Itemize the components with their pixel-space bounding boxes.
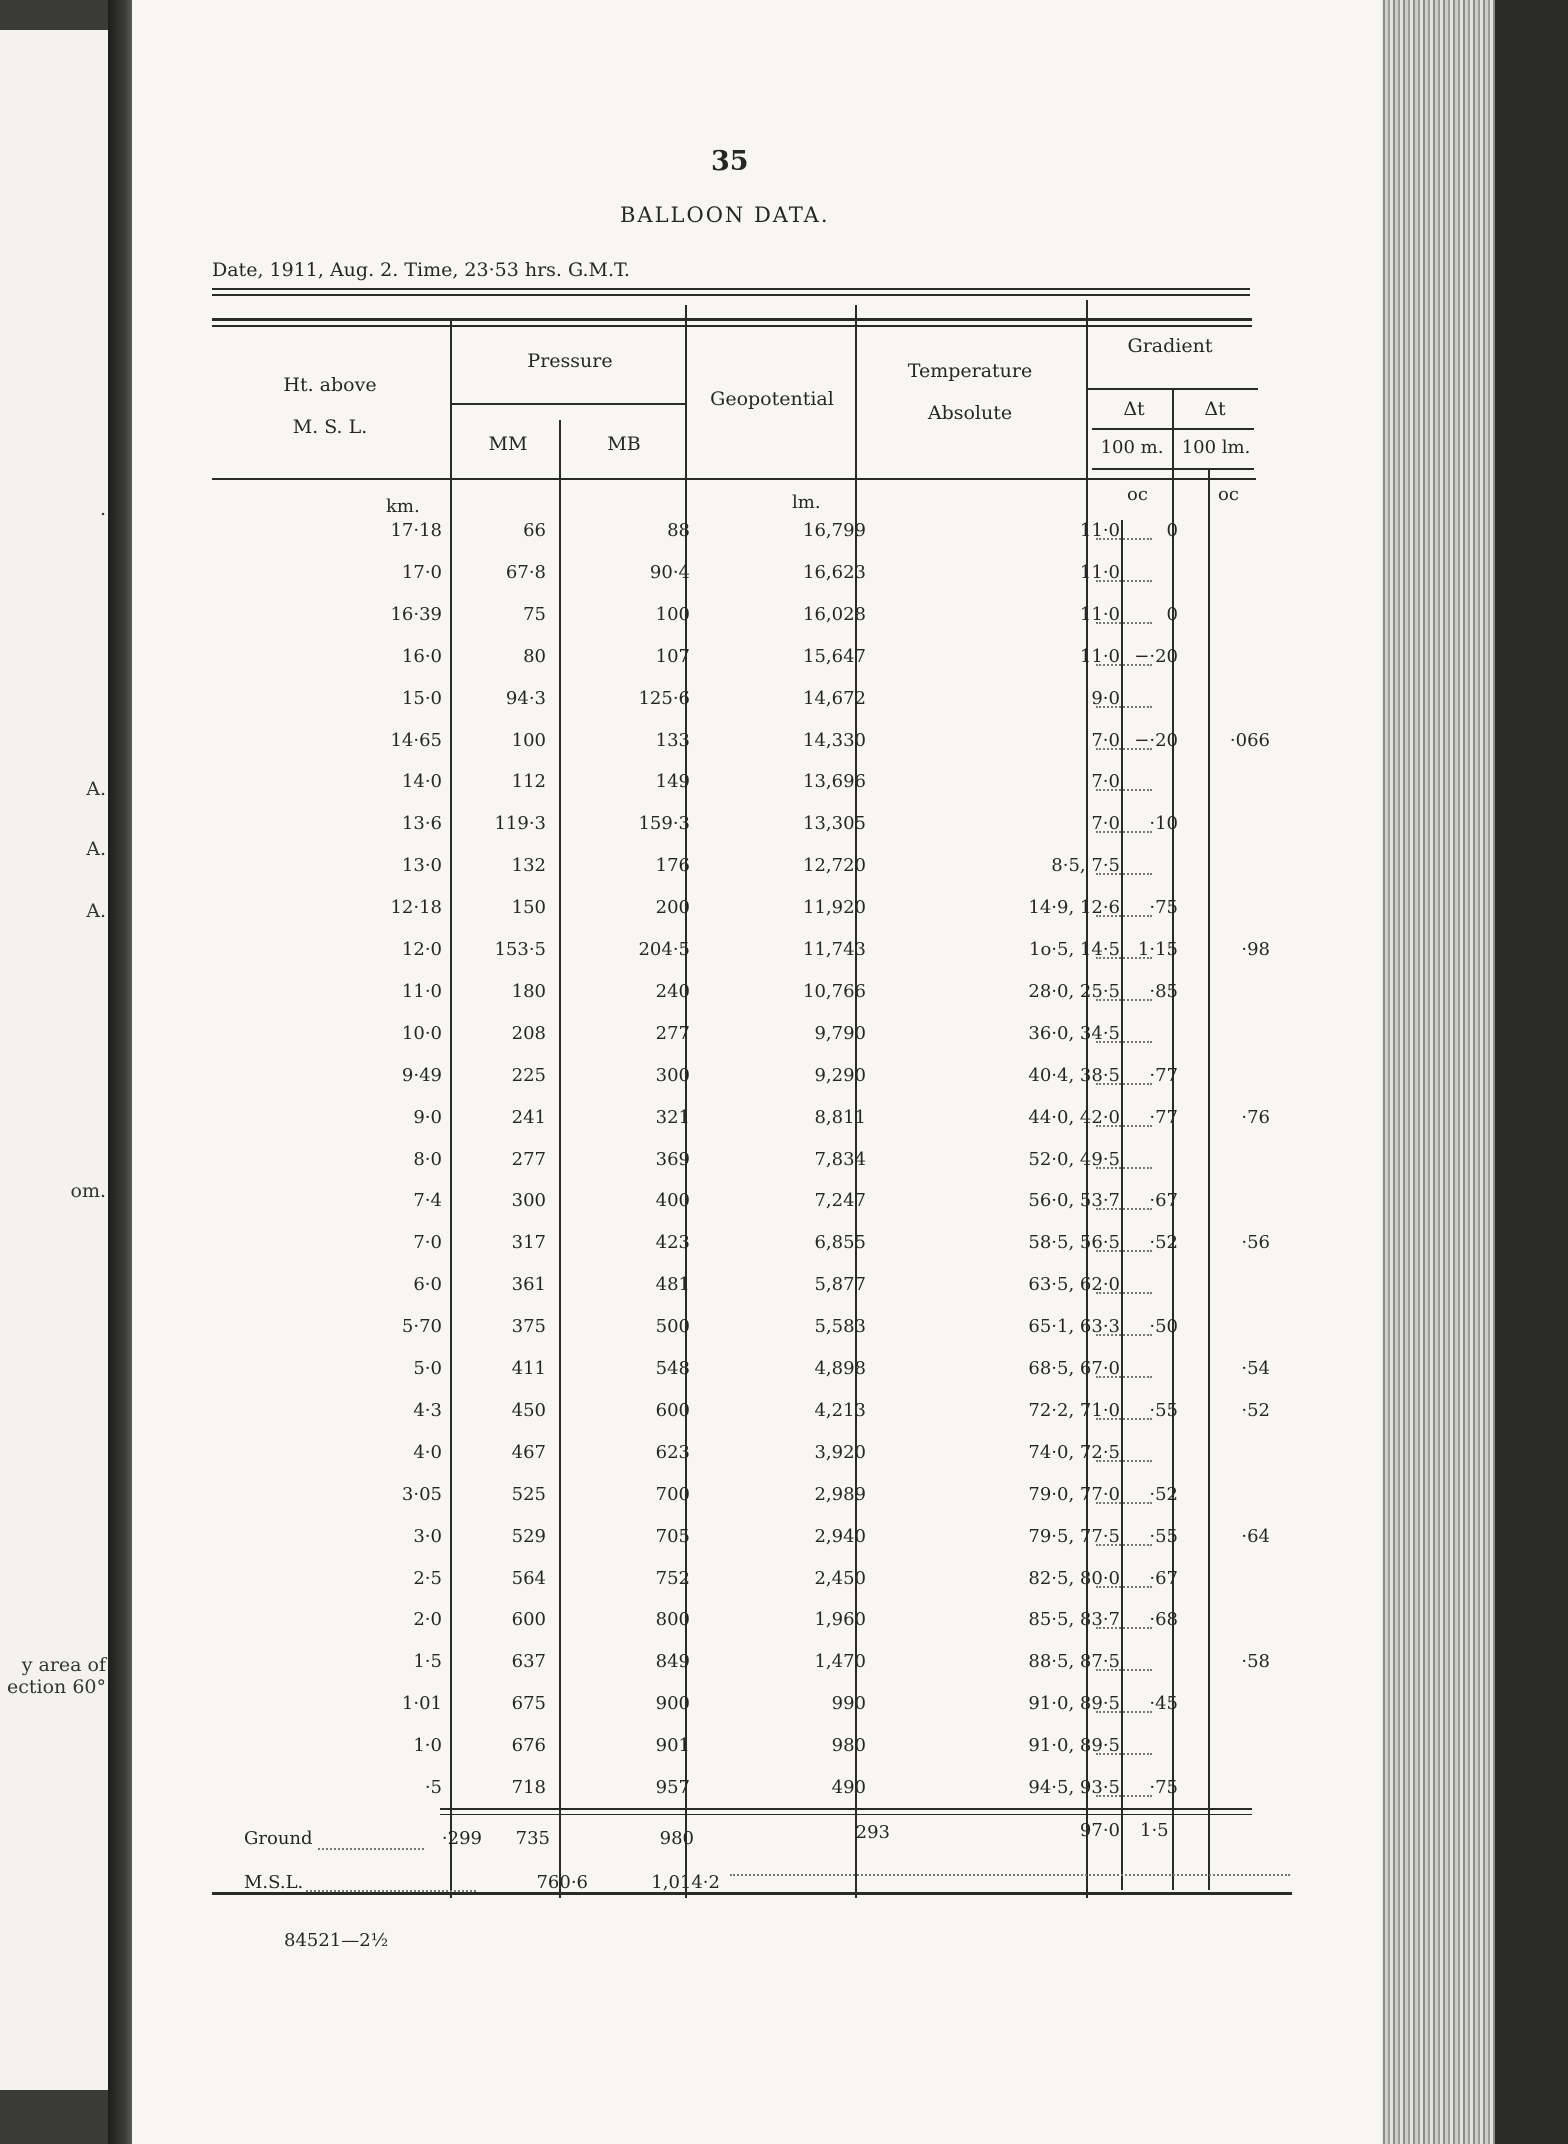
row-temperature: 36·0, 34·5 [1028,1022,1120,1044]
row-height: 16·0 [401,645,442,667]
leader-dots [1096,915,1152,917]
row-height: 5·70 [401,1316,442,1338]
row-gradient-2: ·98 [1241,939,1270,960]
top-rule [212,294,1250,296]
row-pressure-mm: 637 [511,1651,546,1673]
leader-dots [1096,622,1152,624]
row-height: 4·3 [413,1399,442,1421]
row-temperature: 79·0, 77·0 [1028,1483,1120,1505]
row-geopotential: 15,647 [803,645,866,667]
row-height: 13·0 [401,855,442,877]
row-geopotential: 14,330 [803,729,866,751]
row-temperature: 85·5, 83·7 [1028,1609,1120,1631]
row-pressure-mm: 300 [511,1190,546,1212]
leader-dots [1096,1586,1152,1588]
row-pressure-mb: 176 [655,855,690,877]
leader-dots [1096,1460,1152,1462]
row-pressure-mm: 600 [511,1609,546,1631]
leader-dots [1096,1250,1152,1252]
unit-km: km. [386,496,420,517]
page-number: 35 [711,146,749,177]
row-pressure-mm: 180 [511,980,546,1002]
row-pressure-mb: 107 [655,645,690,667]
leader-dots [1096,1167,1152,1169]
row-pressure-mm: 529 [511,1525,546,1547]
left-page-fragment: A. [86,900,106,922]
row-geopotential: 2,940 [814,1525,866,1547]
row-gradient-1: ·77 [1149,1064,1178,1086]
row-gradient-1: 0 [1166,603,1178,625]
row-pressure-mb: 321 [655,1106,690,1128]
top-rule [212,318,1252,321]
top-rule [212,288,1250,290]
row-pressure-mm: 94·3 [505,687,546,709]
ground-mb: 980 [659,1828,694,1849]
row-temperature: 8·5, 7·5 [1051,855,1120,877]
row-pressure-mm: 411 [511,1358,546,1379]
row-geopotential: 4,898 [814,1358,866,1379]
leader-dots [1096,957,1152,959]
row-geopotential: 990 [831,1693,866,1715]
row-pressure-mm: 225 [511,1064,546,1086]
row-gradient-1: ·77 [1149,1106,1178,1128]
left-page-fragment: y area of [21,1654,106,1676]
leader-dots [1096,1711,1152,1713]
row-geopotential: 16,799 [803,520,866,541]
row-gradient-1: ·75 [1149,1777,1178,1798]
row-pressure-mb: 200 [655,897,690,919]
row-temperature: 58·5, 56·5 [1028,1232,1120,1254]
row-height: 16·39 [390,603,442,625]
row-height: 1·5 [413,1651,442,1673]
left-page-fragment: A. [86,778,106,800]
left-page-fragment: A. [86,838,106,860]
row-pressure-mb: 88 [667,520,690,541]
row-temperature: 7·0 [1091,813,1120,835]
row-pressure-mb: 500 [655,1316,690,1338]
ground-height: ·299 [441,1828,482,1849]
row-temperature: 28·0, 25·5 [1028,980,1120,1002]
page-title: BALLOON DATA. [620,203,830,227]
leader-dots [1096,580,1152,582]
leader-dots [1096,1753,1152,1755]
row-temperature: 94·5, 93·5 [1028,1777,1120,1798]
row-geopotential: 1,470 [814,1651,866,1673]
row-gradient-1: ·50 [1149,1316,1178,1338]
leader-dots [1096,1083,1152,1085]
row-temperature: 63·5, 62·0 [1028,1274,1120,1296]
row-height: 9·0 [413,1106,442,1128]
header-temperature: Temperature [907,360,1033,382]
row-height: 14·0 [401,771,442,793]
row-temperature: 88·5, 87·5 [1028,1651,1120,1673]
header-height-line2: M. S. L. [292,416,368,438]
table-bottom-rule [212,1892,1292,1895]
leader-dots [1096,789,1152,791]
row-geopotential: 1,960 [814,1609,866,1631]
leader-dots [318,1848,424,1850]
row-height: 17·0 [401,561,442,583]
row-pressure-mb: 300 [655,1064,690,1086]
row-height: ·5 [424,1777,442,1798]
row-temperature: 40·4, 38·5 [1028,1064,1120,1086]
row-geopotential: 3,920 [814,1441,866,1463]
row-height: 5·0 [413,1358,442,1379]
leader-dots [1096,1334,1152,1336]
left-page-fragment: . [99,498,106,520]
row-temperature: 91·0, 89·5 [1028,1735,1120,1757]
row-pressure-mb: 133 [655,729,690,751]
ground-mm: 735 [515,1828,550,1849]
row-height: 2·5 [413,1567,442,1589]
row-height: 3·0 [413,1525,442,1547]
row-geopotential: 5,583 [814,1316,866,1338]
header-mb: MB [607,433,641,455]
page-edges [1375,0,1495,2144]
header-pressure: Pressure [527,350,613,372]
ground-temperature: 97·0 [1079,1820,1120,1841]
header-mm: MM [488,433,528,455]
row-temperature: 52·0, 49·5 [1028,1148,1120,1170]
leader-dots [1096,1627,1152,1629]
leader-dots [1096,664,1152,666]
row-temperature: 72·2, 71·0 [1028,1399,1120,1421]
row-temperature: 7·0 [1091,771,1120,793]
row-gradient-1: 1·15 [1137,939,1178,960]
leader-dots [1096,706,1152,708]
row-pressure-mb: 705 [655,1525,690,1547]
msl-mm: 760·6 [536,1872,588,1893]
row-pressure-mm: 525 [511,1483,546,1505]
row-height: 4·0 [413,1441,442,1463]
row-gradient-2: ·56 [1241,1232,1270,1254]
row-geopotential: 16,028 [803,603,866,625]
top-rule [212,325,1252,327]
row-temperature: 11·0 [1079,520,1120,541]
row-pressure-mb: 240 [655,980,690,1002]
row-pressure-mb: 800 [655,1609,690,1631]
msl-mb: 1,014·2 [651,1872,720,1893]
leader-dots [1096,1669,1152,1671]
row-temperature: 11·0 [1079,561,1120,583]
row-pressure-mm: 676 [511,1735,546,1757]
leader-dots [1096,538,1152,540]
row-geopotential: 6,855 [814,1232,866,1254]
row-pressure-mm: 119·3 [494,813,546,835]
row-pressure-mb: 100 [655,603,690,625]
unit-gradient-2: oc [1218,484,1239,505]
row-pressure-mm: 112 [511,771,546,793]
row-pressure-mm: 361 [511,1274,546,1296]
row-pressure-mb: 369 [655,1148,690,1170]
row-gradient-2: ·52 [1241,1399,1270,1421]
row-pressure-mb: 149 [655,771,690,793]
leader-dots [730,1874,1290,1876]
row-temperature: 82·5, 80·0 [1028,1567,1120,1589]
row-pressure-mb: 623 [655,1441,690,1463]
row-pressure-mm: 675 [511,1693,546,1715]
leader-dots [1096,1418,1152,1420]
row-height: 10·0 [401,1022,442,1044]
row-gradient-1: −·20 [1134,729,1178,751]
row-temperature: 56·0, 53·7 [1028,1190,1120,1212]
row-height: 1·01 [401,1693,442,1715]
row-gradient-2: ·76 [1241,1106,1270,1128]
row-geopotential: 14,672 [803,687,866,709]
row-gradient-1: ·68 [1149,1609,1178,1631]
print-code: 84521—2½ [284,1930,389,1951]
row-temperature: 11·0 [1079,645,1120,667]
row-gradient-2: ·54 [1241,1358,1270,1379]
leader-dots [1096,1292,1152,1294]
header-temperature-absolute: Absolute [927,402,1013,424]
row-pressure-mm: 80 [523,645,546,667]
row-gradient-1: −·20 [1134,645,1178,667]
row-gradient-1: ·55 [1149,1399,1178,1421]
row-gradient-1: ·52 [1149,1483,1178,1505]
leader-dots [1096,748,1152,750]
row-geopotential: 13,696 [803,771,866,793]
row-temperature: 11·0 [1079,603,1120,625]
msl-label: M.S.L. [244,1872,304,1893]
row-pressure-mb: 700 [655,1483,690,1505]
ground-gradient: 1·5 [1140,1820,1169,1841]
row-geopotential: 16,623 [803,561,866,583]
row-pressure-mm: 241 [511,1106,546,1128]
row-geopotential: 11,743 [803,939,866,960]
row-pressure-mm: 153·5 [494,939,546,960]
row-geopotential: 9,290 [814,1064,866,1086]
row-pressure-mm: 277 [511,1148,546,1170]
ground-top-rule [440,1808,1252,1810]
unit-gradient-1: oc [1127,484,1148,505]
column-divider [450,318,452,1898]
row-geopotential: 10,766 [803,980,866,1002]
row-pressure-mm: 317 [511,1232,546,1254]
row-height: 2·0 [413,1609,442,1631]
row-pressure-mb: 400 [655,1190,690,1212]
header-gradient-unit-1: 100 m. [1100,437,1164,458]
row-temperature: 65·1, 63·3 [1028,1316,1120,1338]
row-pressure-mb: 901 [655,1735,690,1757]
row-pressure-mm: 375 [511,1316,546,1338]
row-pressure-mm: 450 [511,1399,546,1421]
row-geopotential: 13,305 [803,813,866,835]
row-height: 12·18 [390,897,442,919]
row-pressure-mb: 600 [655,1399,690,1421]
leader-dots [1096,1208,1152,1210]
row-geopotential: 7,247 [814,1190,866,1212]
row-pressure-mb: 159·3 [638,813,690,835]
row-pressure-mb: 204·5 [638,939,690,960]
row-pressure-mm: 564 [511,1567,546,1589]
row-gradient-1: ·10 [1149,813,1178,835]
row-height: 3·05 [401,1483,442,1505]
row-temperature: 91·0, 89·5 [1028,1693,1120,1715]
row-pressure-mb: 277 [655,1022,690,1044]
row-pressure-mm: 75 [523,603,546,625]
row-geopotential: 12,720 [803,855,866,877]
header-gradient-dt-2: Δt [1204,398,1226,420]
row-geopotential: 8,811 [814,1106,866,1128]
row-temperature: 74·0, 72·5 [1028,1441,1120,1463]
row-pressure-mb: 752 [655,1567,690,1589]
row-height: 15·0 [401,687,442,709]
row-pressure-mb: 849 [655,1651,690,1673]
row-height: 8·0 [413,1148,442,1170]
leader-dots [1096,831,1152,833]
row-pressure-mm: 66 [523,520,546,541]
header-gradient-dt-1: Δt [1123,398,1145,420]
row-gradient-1: ·75 [1149,897,1178,919]
row-geopotential: 11,920 [803,897,866,919]
row-pressure-mb: 90·4 [649,561,690,583]
row-temperature: 14·9, 12·6 [1028,897,1120,919]
row-temperature: 1o·5, 14·5 [1029,939,1120,960]
row-temperature: 9·0 [1091,687,1120,709]
leader-dots [1096,1544,1152,1546]
row-height: 7·0 [413,1232,442,1254]
row-gradient-2: ·066 [1229,729,1270,751]
background-edge [1495,0,1568,2144]
date-time-line: Date, 1911, Aug. 2. Time, 23·53 hrs. G.M.T. [212,259,630,281]
row-geopotential: 2,989 [814,1483,866,1505]
row-gradient-1: 0 [1166,520,1178,541]
row-height: 6·0 [413,1274,442,1296]
row-pressure-mb: 957 [655,1777,690,1798]
leader-dots [306,1890,476,1892]
header-bottom-rule [212,478,1256,480]
row-pressure-mm: 467 [511,1441,546,1463]
row-gradient-1: ·67 [1149,1567,1178,1589]
row-pressure-mm: 718 [511,1777,546,1798]
row-geopotential: 7,834 [814,1148,866,1170]
left-page-fragment: om. [70,1180,106,1202]
row-pressure-mm: 150 [511,897,546,919]
row-height: 13·6 [401,813,442,835]
row-height: 1·0 [413,1735,442,1757]
leader-dots [1096,1376,1152,1378]
left-page-fragment: ection 60° [7,1676,106,1698]
row-pressure-mb: 481 [655,1274,690,1296]
row-geopotential: 9,790 [814,1022,866,1044]
header-gradient: Gradient [1127,335,1213,357]
row-gradient-1: ·55 [1149,1525,1178,1547]
row-geopotential: 4,213 [814,1399,866,1421]
row-gradient-1: ·85 [1149,980,1178,1002]
left-page [0,30,112,2090]
row-pressure-mb: 423 [655,1232,690,1254]
row-pressure-mm: 132 [511,855,546,877]
row-temperature: 7·0 [1091,729,1120,751]
row-pressure-mb: 900 [655,1693,690,1715]
leader-dots [1096,1125,1152,1127]
row-geopotential: 2,450 [814,1567,866,1589]
row-pressure-mb: 548 [655,1358,690,1379]
leader-dots [1096,1795,1152,1797]
row-gradient-1: ·45 [1149,1693,1178,1715]
row-pressure-mm: 67·8 [505,561,546,583]
row-pressure-mm: 208 [511,1022,546,1044]
header-height-line1: Ht. above [283,374,377,396]
header-gradient-unit-2: 100 lm. [1181,437,1251,458]
ground-top-rule [440,1814,1252,1815]
ground-label: Ground [244,1828,313,1849]
header-geopotential: Geopotential [710,388,834,410]
row-height: 12·0 [401,939,442,960]
leader-dots [1096,999,1152,1001]
row-temperature: 68·5, 67·0 [1028,1358,1120,1379]
row-height: 17·18 [390,520,442,541]
row-geopotential: 490 [831,1777,866,1798]
document-page [132,0,1382,2144]
row-gradient-2: ·58 [1241,1651,1270,1673]
row-height: 11·0 [401,980,442,1002]
column-divider [1208,470,1210,1890]
row-geopotential: 980 [831,1735,866,1757]
row-gradient-1: ·52 [1149,1232,1178,1254]
pressure-header-rule [452,403,686,405]
row-geopotential: 5,877 [814,1274,866,1296]
ground-geopotential: 293 [855,1822,890,1843]
row-height: 14·65 [390,729,442,751]
unit-lm: lm. [792,492,821,513]
leader-dots [1096,873,1152,875]
row-pressure-mb: 125·6 [638,687,690,709]
leader-dots [1096,1502,1152,1504]
row-height: 9·49 [401,1064,442,1086]
row-height: 7·4 [413,1190,442,1212]
row-pressure-mm: 100 [511,729,546,751]
row-temperature: 44·0, 42·0 [1028,1106,1120,1128]
row-gradient-1: ·67 [1149,1190,1178,1212]
leader-dots [1096,1041,1152,1043]
column-divider [559,420,561,1898]
row-temperature: 79·5, 77·5 [1028,1525,1120,1547]
row-gradient-2: ·64 [1241,1525,1270,1547]
